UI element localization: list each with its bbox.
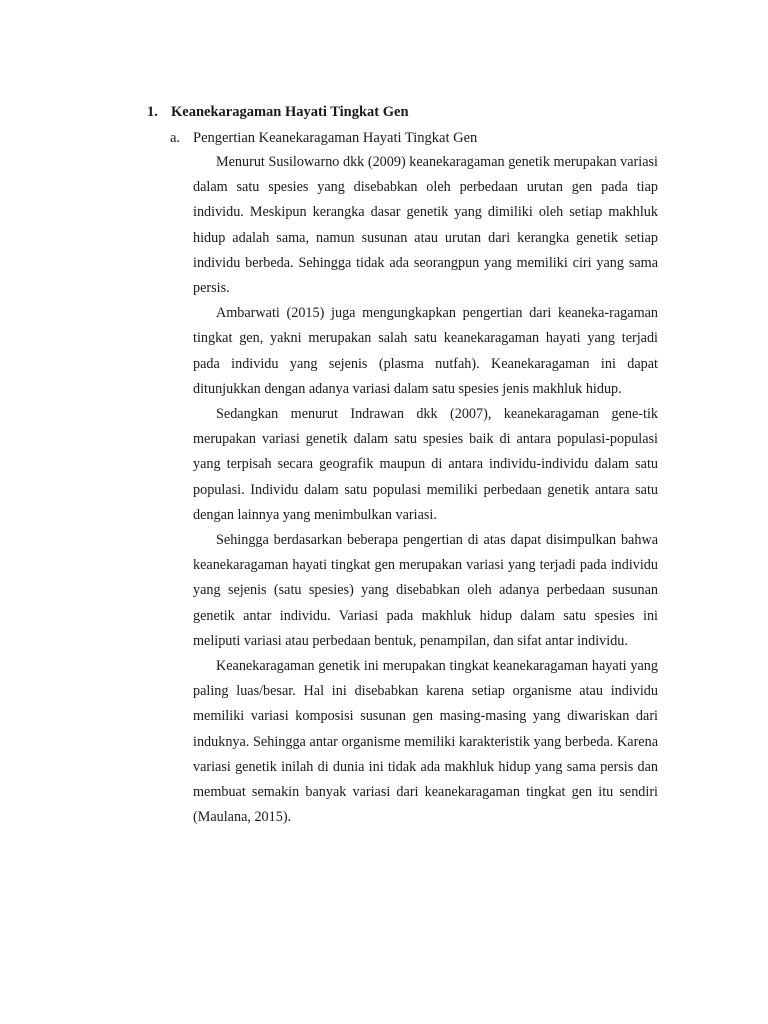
paragraph-3: Sedangkan menurut Indrawan dkk (2007), keanekaragaman gene-tik merupakan variasi genetik dalam satu spesies baik di antara populasi-populasi yang terpisah secara geografik maupun di antara individu-individu dalam satu populasi. Individu dalam satu populasi memiliki perbedaan genetik antara satu dengan lainnya yang menimbulkan variasi. <box>193 406 658 523</box>
section-title: Keanekaragaman Hayati Tingkat Gen <box>171 104 409 120</box>
section-heading <box>147 102 409 122</box>
document-body <box>193 150 658 830</box>
paragraph-1: Menurut Susilowarno dkk (2009) keanekaragaman genetik merupakan variasi dalam satu spesies yang disebabkan oleh perbedaan urutan gen pada tiap individu. Meskipun kerangka dasar genetik yang dimiliki oleh setiap makhluk hidup adalah sama, namun susunan atau urutan dari kerangka genetik setiap individu berbeda. Sehingga tidak ada seorangpun yang memiliki ciri yang sama persis. <box>193 154 658 297</box>
paragraph-2: Ambarwati (2015) juga mengungkapkan pengertian dari keaneka-ragaman tingkat gen, yakni merupakan salah satu keanekaragaman hayati yang terjadi pada individu yang sejenis (plasma nutfah). Keanekaragaman ini dapat ditunjukkan dengan adanya variasi dalam satu spesies jenis makhluk hidup. <box>193 305 658 397</box>
section-number: 1. <box>147 104 158 120</box>
subsection-heading <box>170 128 477 148</box>
subsection-title: Pengertian Keanekaragaman Hayati Tingkat Gen <box>193 130 478 146</box>
subsection-letter: a. <box>170 130 181 146</box>
paragraph-5: Keanekaragaman genetik ini merupakan tingkat keanekaragaman hayati yang paling luas/besar. Hal ini disebabkan karena setiap organisme atau individu memiliki variasi komposisi susunan gen masing-masing yang diwariskan dari induknya. Sehingga antar organisme memiliki karakteristik yang berbeda. Karena variasi genetik inilah di dunia ini tidak ada makhluk hidup yang sama persis dan membuat semakin banyak variasi dari keanekaragaman tingkat gen itu sendiri (Maulana, 2015). <box>193 658 658 826</box>
paragraph-4: Sehingga berdasarkan beberapa pengertian di atas dapat disimpulkan bahwa keanekaragaman hayati tingkat gen merupakan variasi yang terjadi pada individu yang sejenis (satu spesies) yang disebabkan oleh adanya perbedaan susunan genetik antar individu. Variasi pada makhluk hidup dalam satu spesies ini meliputi variasi atau perbedaan bentuk, penampilan, dan sifat antar individu. <box>193 532 658 649</box>
